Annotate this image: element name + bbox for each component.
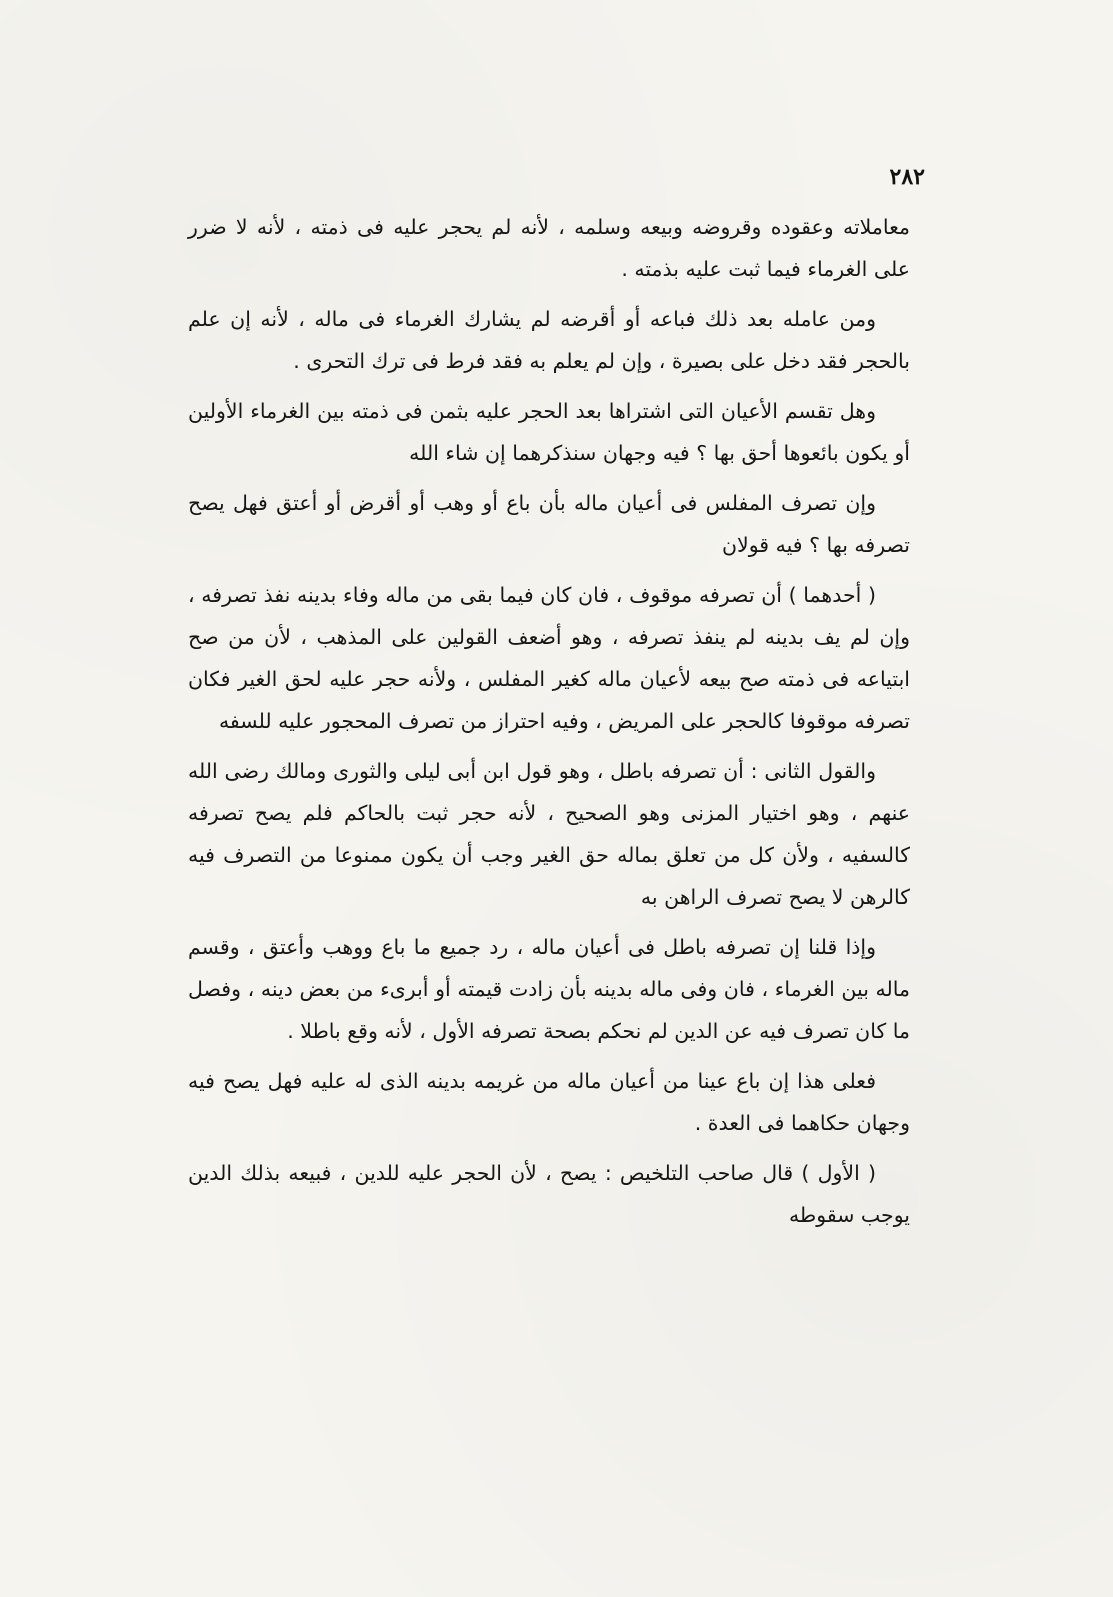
paragraph-9: ( الأول ) قال صاحب التلخيص : يصح ، لأن الحجر عليه للدين ، فبيعه بذلك الدين يوجب سقوطه bbox=[188, 1161, 910, 1227]
paragraph-3: وهل تقسم الأعيان التى اشتراها بعد الحجر عليه بثمن فى ذمته بين الغرماء الأولين أو يكون بائعوها أحق بها ؟ فيه وجهان سنذكرهما إن شاء الله bbox=[188, 399, 910, 465]
paragraph-4: وإن تصرف المفلس فى أعيان ماله بأن باع أو وهب أو أقرض أو أعتق فهل يصح تصرفه بها ؟ فيه قولان bbox=[188, 491, 910, 557]
paragraph-2: ومن عامله بعد ذلك فباعه أو أقرضه لم يشارك الغرماء فى ماله ، لأنه إن علم بالحجر فقد دخل على بصيرة ، وإن لم يعلم به فقد فرط فى ترك التحرى . bbox=[188, 307, 910, 373]
paragraph-5: ( أحدهما ) أن تصرفه موقوف ، فان كان فيما بقى من ماله وفاء بدينه نفذ تصرفه ، وإن لم يف بدينه لم ينفذ تصرفه ، وهو أضعف القولين على المذهب ، لأن من صح ابتياعه فى ذمته صح بيعه لأعيان ماله كغير المفلس ، ولأنه حجر عليه لحق الغير فكان تصرفه موقوفا كالحجر على المريض ، وفيه احتراز من تصرف المحجور عليه للسفه bbox=[188, 583, 910, 733]
paragraph-7: وإذا قلنا إن تصرفه باطل فى أعيان ماله ، رد جميع ما باع ووهب وأعتق ، وقسم ماله بين الغرماء ، فان وفى ماله بدينه بأن زادت قيمته أو أبرىء من بعض دينه ، وفصل ما كان تصرف فيه عن الدين لم نحكم بصحة تصرفه الأول ، لأنه وقع باطلا . bbox=[188, 935, 910, 1043]
paragraph-6: والقول الثانى : أن تصرفه باطل ، وهو قول ابن أبى ليلى والثورى ومالك رضى الله عنهم ، وهو اختيار المزنى وهو الصحيح ، لأنه حجر ثبت بالحاكم فلم يصح تصرفه كالسفيه ، ولأن كل من تعلق بماله حق الغير وجب أن يكون ممنوعا من التصرف فيه كالرهن لا يصح تصرف الراهن به bbox=[188, 759, 910, 909]
document-body bbox=[188, 206, 910, 1244]
paragraph-8: فعلى هذا إن باع عينا من أعيان ماله من غريمه بدينه الذى له عليه فهل يصح فيه وجهان حكاهما فى العدة . bbox=[188, 1069, 910, 1135]
paragraph-1: معاملاته وعقوده وقروضه وبيعه وسلمه ، لأنه لم يحجر عليه فى ذمته ، لأنه لا ضرر على الغرماء فيما ثبت عليه بذمته . bbox=[188, 215, 910, 281]
page-number: ٢٨٢ bbox=[889, 164, 925, 190]
